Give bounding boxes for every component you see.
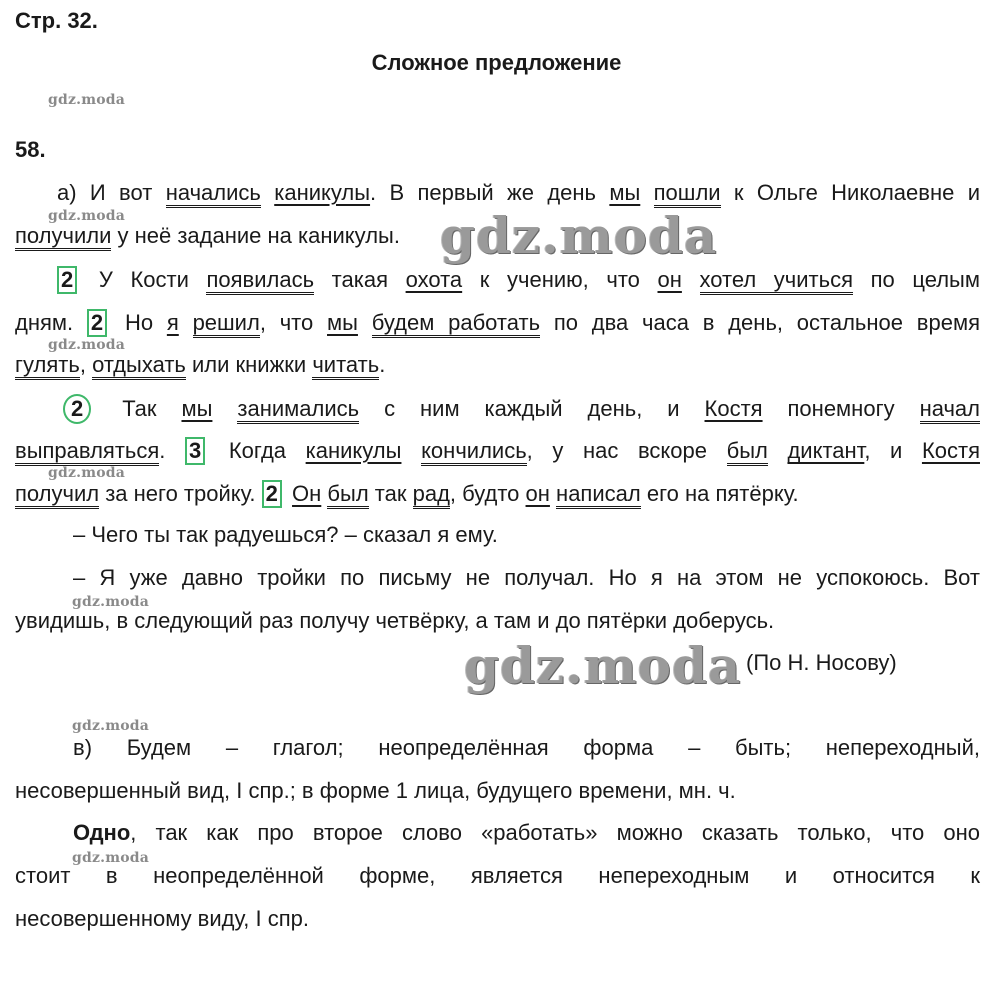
watermark-small: gdz.moda [48,208,126,224]
watermark-small: gdz.moda [72,718,150,734]
exercise-number: 58. [15,137,46,162]
watermark-small: gdz.moda [72,850,150,866]
watermark-small: gdz.moda [48,337,126,353]
text-line-a2: получили у неё задание на каникулы. [15,223,980,249]
text-line-v3: Одно, так как про второе слово «работать» можно сказать только, что оно [73,820,980,845]
watermark-small: gdz.moda [72,594,150,610]
text-line-a6: 2 Так мы занимались с ним каждый день, и Костя понемногу начал [15,394,980,424]
watermark-small: gdz.moda [48,465,126,481]
page-number: Стр. 32. [15,8,98,33]
text-line-v2: несовершенный вид, I спр.; в форме 1 лица, будущего времени, мн. ч. [15,778,736,803]
section-title: Сложное предложение [371,50,622,75]
text-line-a4: дням. 2 Но я решил, что мы будем работать по два часа в день, остальное время [15,309,980,337]
clause-count-circle: 2 [63,394,91,424]
text-line-a7: выправляться. 3 Когда каникулы кончились, у нас вскоре был диктант, и Костя [15,437,980,465]
clause-count-box: 3 [185,437,205,465]
watermark-small: gdz.moda [48,92,126,108]
text-line-v4: стоит в неопределённой форме, является непереходным и относится к [15,863,980,888]
text-line-a1: а) И вот начались каникулы. В первый же день мы пошли к Ольге Николаевне и [15,180,980,206]
text-line-a11: увидишь, в следующий раз получу четвёрку, а там и до пятёрки доберусь. [15,608,775,633]
text-line-a10: – Я уже давно тройки по письму не получал. Но я на этом не успокоюсь. Вот [73,565,980,590]
text-line-v5: несовершенному виду, I спр. [15,906,310,931]
clause-count-box: 2 [262,480,282,508]
author-attribution: (По Н. Носову) [746,650,897,675]
clause-count-box: 2 [57,266,77,294]
text-line-a5: гулять, отдыхать или книжки читать. [15,352,980,378]
text-line-a3: 2 У Кости появилась такая охота к учению, что он хотел учиться по целым [15,266,980,294]
text-line-v1: в) Будем – глагол; неопределённая форма – быть; непереходный, [73,735,980,760]
watermark-large: gdz.moda [440,206,718,265]
watermark-large: gdz.moda [464,636,742,695]
clause-count-box: 2 [87,309,107,337]
text-line-a9: – Чего ты так радуешься? – сказал я ему. [73,522,498,547]
text-line-a8: получил за него тройку. 2 Он был так рад, будто он написал его на пятёрку. [15,480,980,508]
